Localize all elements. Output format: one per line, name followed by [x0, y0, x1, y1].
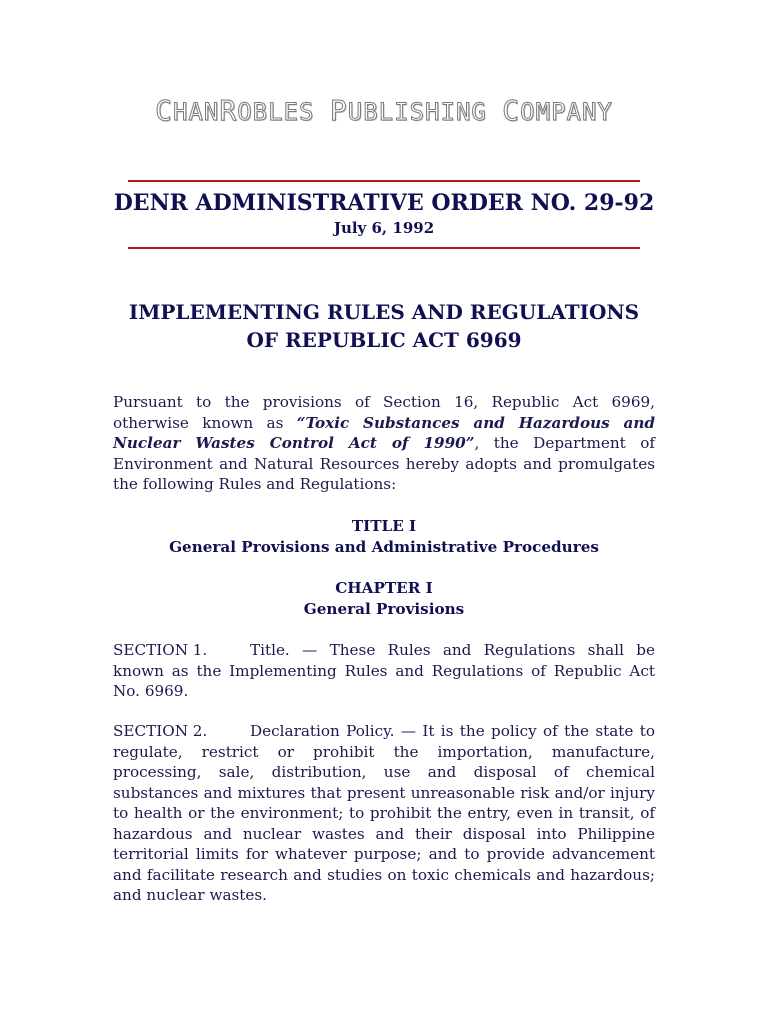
- bottom-divider: [128, 247, 640, 249]
- section-text: Declaration Policy. — It is the policy of the state to regulate, restrict or prohibit the importation, manufacture, processing, sale, distribution, use and disposal of chemical substances and mixtures that present unreasonable risk and/or injury to health or the environment; to prohibit the entry, even in transit, of hazardous and nuclear wastes and their disposal into Philippine territorial limits for whatever purpose; and to provide advancement and facilitate research and studies on toxic chemicals and hazardous; and nuclear wastes.: [113, 722, 655, 904]
- section-text: Title. — These Rules and Regulations shall be known as the Implementing Rules and Regulations of Republic Act No. 6969.: [113, 641, 655, 700]
- document-title-line-1: IMPLEMENTING RULES AND REGULATIONS: [128, 300, 640, 324]
- section-1: [113, 640, 655, 702]
- intro-paragraph: [113, 392, 655, 495]
- section-2: [113, 721, 655, 906]
- title-name: General Provisions and Administrative Procedures: [169, 538, 599, 556]
- section-number: SECTION 2.: [113, 722, 208, 740]
- intro-text-start: Pursuant to the provisions of Section 16, Republic Act 6969, otherwise known as: [113, 393, 655, 432]
- order-date: July 6, 1992: [333, 219, 435, 237]
- document-title-line-2: OF REPUBLIC ACT 6969: [246, 328, 522, 352]
- publisher-logo: CHANROBLES PUBLISHING COMPANY: [155, 94, 613, 127]
- title-label: TITLE I: [351, 517, 417, 535]
- section-number: SECTION 1.: [113, 641, 208, 659]
- title-heading: [0, 516, 768, 558]
- order-title: DENR ADMINISTRATIVE ORDER NO. 29-92: [113, 190, 655, 216]
- act-name: “Toxic Substances and Hazardous and Nuclear Wastes Control Act of 1990”: [113, 413, 656, 452]
- document-title: [0, 298, 768, 354]
- chapter-label: CHAPTER I: [335, 579, 433, 597]
- chapter-name: General Provisions: [303, 600, 465, 618]
- intro-text-end: , the Department of Environment and Natural Resources hereby adopts and promulgates the following Rules and Regulations:: [113, 434, 655, 493]
- chapter-heading: [0, 578, 768, 620]
- top-divider: [128, 180, 640, 182]
